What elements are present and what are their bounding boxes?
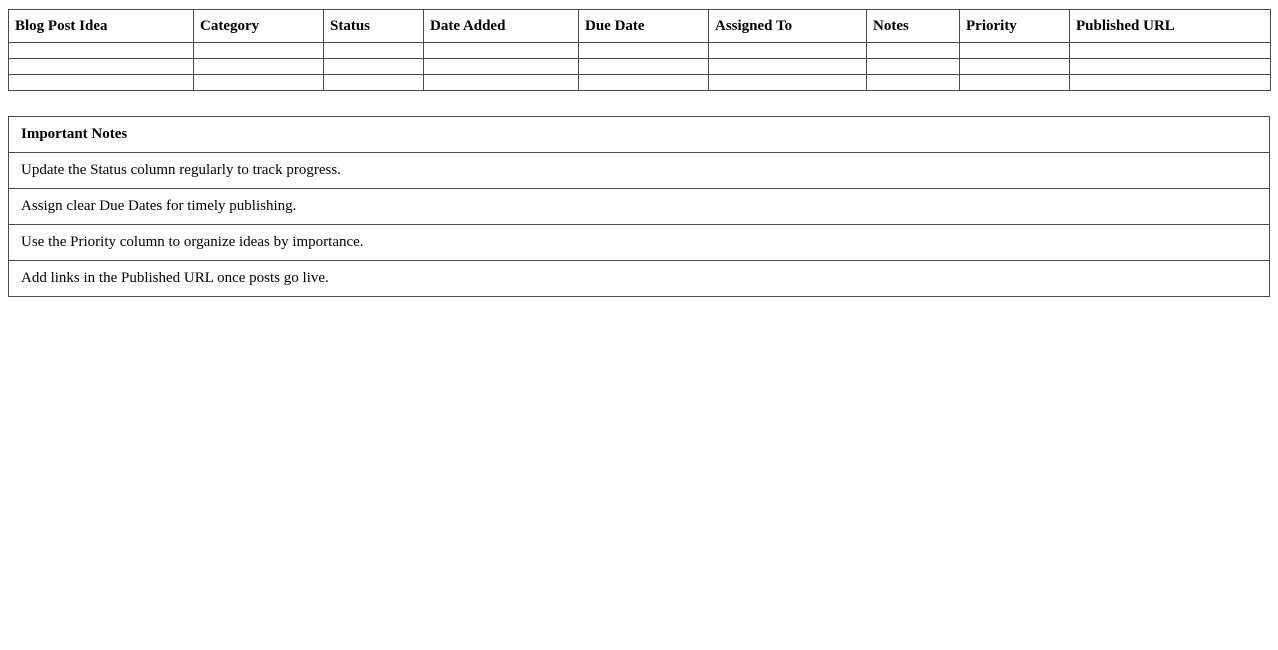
table-gap-divider — [8, 91, 1270, 116]
blog-post-planner-table — [8, 9, 1271, 91]
important-notes-table — [8, 116, 1270, 297]
cell-status[interactable] — [324, 43, 424, 59]
cell-blog-post-idea[interactable] — [9, 59, 194, 75]
cell-published-url[interactable] — [1070, 59, 1271, 75]
cell-notes[interactable] — [867, 75, 960, 91]
notes-heading: Important Notes — [9, 117, 1270, 153]
document-page — [0, 0, 1278, 297]
note-text: Assign clear Due Dates for timely publishing. — [9, 189, 1270, 225]
column-header-blog-post-idea: Blog Post Idea — [9, 10, 194, 43]
cell-blog-post-idea[interactable] — [9, 43, 194, 59]
cell-notes[interactable] — [867, 43, 960, 59]
table-row[interactable] — [9, 75, 1271, 91]
column-header-notes: Notes — [867, 10, 960, 43]
cell-due-date[interactable] — [579, 59, 709, 75]
cell-published-url[interactable] — [1070, 43, 1271, 59]
column-header-assigned-to: Assigned To — [709, 10, 867, 43]
cell-category[interactable] — [194, 75, 324, 91]
cell-notes[interactable] — [867, 59, 960, 75]
cell-priority[interactable] — [960, 59, 1070, 75]
cell-priority[interactable] — [960, 75, 1070, 91]
column-header-category: Category — [194, 10, 324, 43]
cell-date-added[interactable] — [424, 59, 579, 75]
table-row[interactable] — [9, 59, 1271, 75]
column-header-priority: Priority — [960, 10, 1070, 43]
cell-due-date[interactable] — [579, 43, 709, 59]
cell-status[interactable] — [324, 75, 424, 91]
cell-assigned-to[interactable] — [709, 59, 867, 75]
list-item — [9, 153, 1270, 189]
table-header-row — [9, 10, 1271, 43]
note-text: Add links in the Published URL once posts go live. — [9, 261, 1270, 297]
cell-assigned-to[interactable] — [709, 43, 867, 59]
cell-category[interactable] — [194, 59, 324, 75]
list-item — [9, 225, 1270, 261]
column-header-date-added: Date Added — [424, 10, 579, 43]
cell-date-added[interactable] — [424, 43, 579, 59]
table-row[interactable] — [9, 43, 1271, 59]
list-item — [9, 261, 1270, 297]
notes-header-row — [9, 117, 1270, 153]
cell-due-date[interactable] — [579, 75, 709, 91]
column-header-published-url: Published URL — [1070, 10, 1271, 43]
cell-blog-post-idea[interactable] — [9, 75, 194, 91]
column-header-due-date: Due Date — [579, 10, 709, 43]
note-text: Update the Status column regularly to track progress. — [9, 153, 1270, 189]
list-item — [9, 189, 1270, 225]
cell-assigned-to[interactable] — [709, 75, 867, 91]
column-header-status: Status — [324, 10, 424, 43]
cell-status[interactable] — [324, 59, 424, 75]
cell-category[interactable] — [194, 43, 324, 59]
note-text: Use the Priority column to organize ideas by importance. — [9, 225, 1270, 261]
cell-priority[interactable] — [960, 43, 1070, 59]
cell-published-url[interactable] — [1070, 75, 1271, 91]
cell-date-added[interactable] — [424, 75, 579, 91]
